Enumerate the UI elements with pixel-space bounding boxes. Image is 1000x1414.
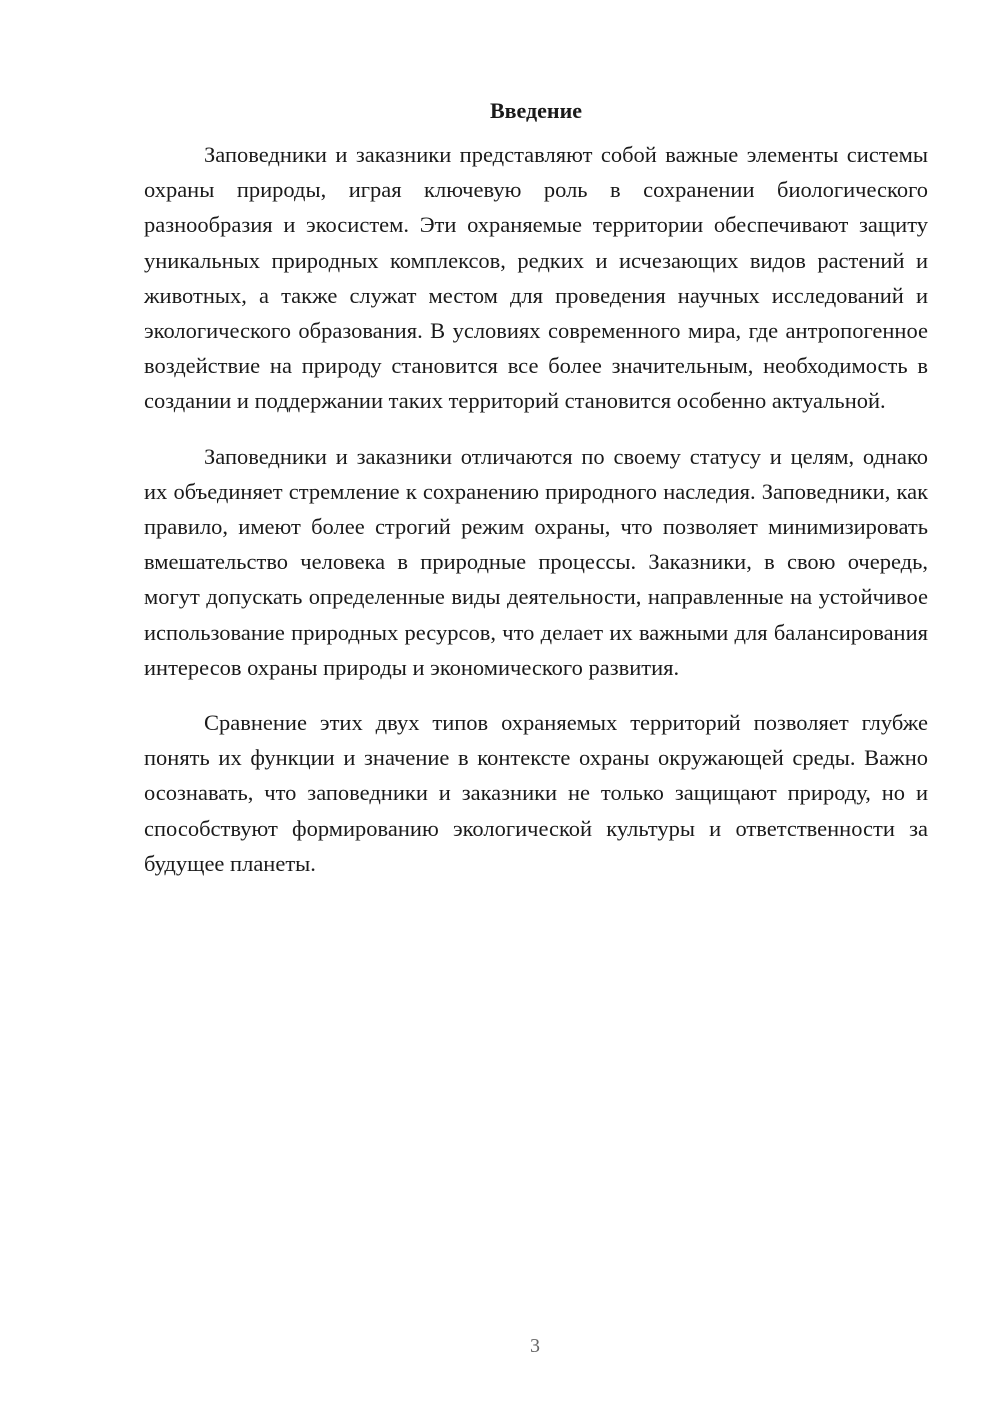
paragraph-1: Заповедники и заказники представляют собой важные элементы системы охраны природы, играя ключевую роль в сохранении биологического разнообразия и экосистем. Эти охраняемые территории обеспечивают защиту уникальных природных комплексов, редких и исчезающих видов растений и животных, а также служат местом для проведения научных исследований и экологического образования. В условиях современного мира, где антропогенное воздействие на природу становится все более значительным, необходимость в создании и поддержании таких территорий становится особенно актуальной.: [144, 142, 928, 414]
page-number: 3: [530, 1335, 540, 1357]
page-content: [144, 95, 928, 901]
paragraph-3: Сравнение этих двух типов охраняемых территорий позволяет глубже понять их функции и значение в контексте охраны окружающей среды. Важно осознавать, что заповедники и заказники не только защищают природу, но и способствуют формированию экологической культуры и ответственности за будущее планеты.: [144, 710, 928, 876]
section-heading: Введение: [489, 98, 583, 123]
paragraph-2: Заповедники и заказники отличаются по своему статусу и целям, однако их объединяет стремление к сохранению природного наследия. Заповедники, как правило, имеют более строгий режим охраны, что позволяет минимизировать вмешательство человека в природные процессы. Заказники, в свою очередь, могут допускать определенные виды деятельности, направленные на устойчивое использование природных ресурсов, что делает их важными для балансирования интересов охраны природы и экономического развития.: [144, 443, 928, 680]
